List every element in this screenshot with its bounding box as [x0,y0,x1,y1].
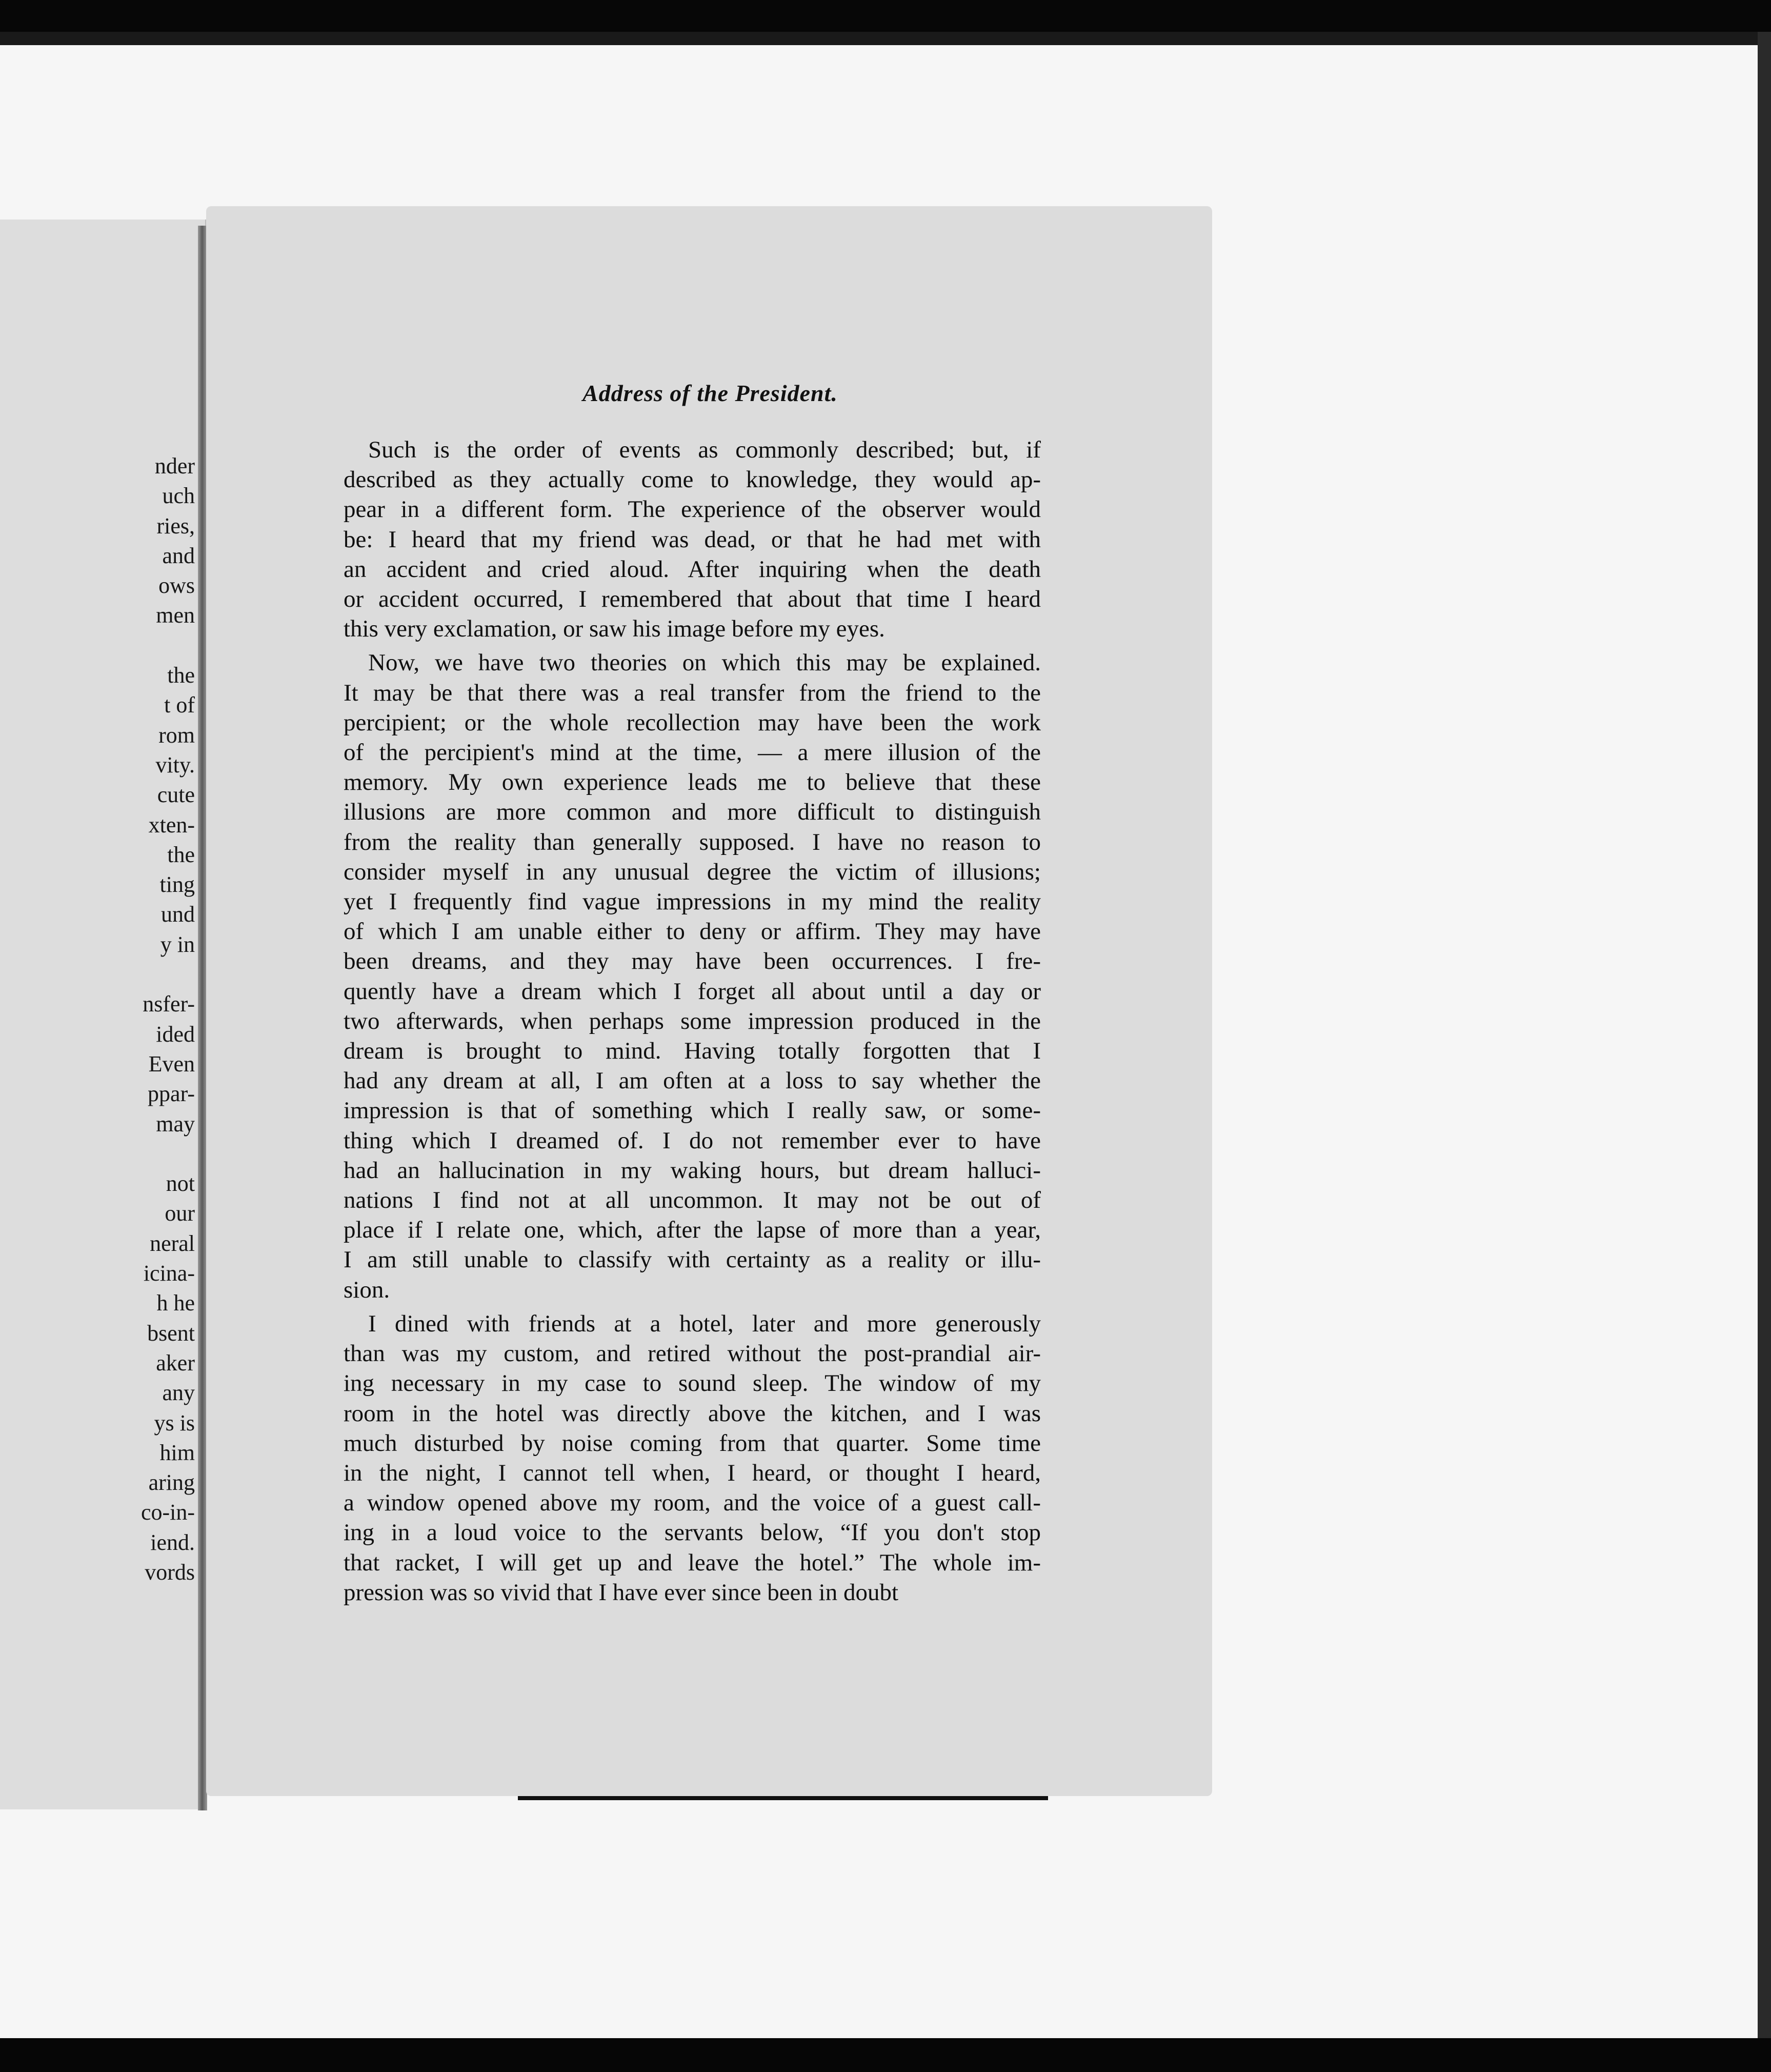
text-line: pression was so vivid that I have ever since been in doubt [344,1579,899,1606]
left-page-line: the [167,842,195,867]
left-page-line: Even [148,1051,195,1077]
left-page-line: nder [154,453,195,479]
left-page-text [0,451,195,1587]
left-page-line: nsfer- [143,991,195,1017]
left-page-line: icina- [143,1261,195,1286]
left-page-line: our [165,1201,195,1226]
text-line: had an hallucination in my waking hours, but dream halluci- [344,1157,1041,1184]
left-page-line: ting [159,872,195,898]
text-line: much disturbed by noise coming from that quarter. Some time [344,1429,1041,1457]
text-line: in the night, I cannot tell when, I heard, or thought I heard, [344,1459,1041,1486]
text-line: thing which I dreamed of. I do not remember ever to have [344,1127,1041,1154]
text-line: this very exclamation, or saw his image before my eyes. [344,615,885,643]
text-line: illusions are more common and more difficult to distinguish [344,799,1041,826]
text-line: of the percipient's mind at the time, — a mere illusion of the [344,739,1041,766]
text-line: room in the hotel was directly above the kitchen, and I was [344,1400,1041,1427]
scan-frame-top-inner [0,32,1771,45]
left-page-line: ries, [156,513,195,539]
text-line: place if I relate one, which, after the lapse of more than a year, [344,1217,1041,1244]
paragraph-gap [344,644,1041,648]
text-line: yet I frequently find vague impressions in my mind the reality [344,888,1041,915]
text-line: Now, we have two theories on which this may be explained. [368,649,1041,676]
left-page-line: ppar- [148,1081,195,1107]
left-page-line: any [162,1380,195,1406]
left-page-line: the [167,663,195,688]
left-page-line: cute [157,782,195,808]
paragraph [344,435,1041,644]
text-line: Such is the order of events as commonly described; but, if [368,436,1041,463]
left-page-line [0,631,195,661]
text-line: from the reality than generally supposed. I have no reason to [344,828,1041,855]
left-page-line: t of [164,692,195,718]
paragraph [344,1309,1041,1607]
paragraph [344,648,1041,1304]
text-line: quently have a dream which I forget all about until a day or [344,978,1041,1005]
left-page-line: y in [160,931,195,957]
left-page-line: h he [156,1290,195,1316]
left-page-line: vords [145,1559,195,1585]
text-line: pear in a different form. The experience of the observer would [344,496,1041,523]
left-page-line [0,1139,195,1169]
page-body [344,435,1041,1607]
text-line: sion. [344,1276,390,1303]
text-line: been dreams, and they may have been occurrences. I fre- [344,948,1041,975]
left-page-line: and [162,543,195,568]
text-line: had any dream at all, I am often at a loss to say whether the [344,1067,1041,1094]
scan-frame-right [1758,32,1771,2038]
left-page-line: ys is [154,1410,195,1436]
text-line: of which I am unable either to deny or affirm. They may have [344,918,1041,945]
text-line: described as they actually come to knowledge, they would ap- [344,466,1041,493]
left-page-line [0,960,195,989]
text-line: impression is that of something which I really saw, or some- [344,1097,1041,1124]
left-page-line: bsent [147,1320,195,1346]
left-page-line: may [156,1111,195,1137]
left-page-line: und [161,902,195,927]
text-line: nations I find not at all uncommon. It may not be out of [344,1187,1041,1214]
left-page-line: xten- [148,812,195,838]
left-page-line: rom [158,722,195,748]
text-line: a window opened above my room, and the voice of a guest call- [344,1489,1041,1517]
left-page-line: ows [158,573,195,599]
left-page-line: co-in- [140,1500,195,1525]
text-line: ing in a loud voice to the servants below, “If you don't stop [344,1519,1041,1546]
text-line: I dined with friends at a hotel, later and more generously [368,1310,1041,1337]
text-line: consider myself in any unusual degree the victim of illusions; [344,858,1041,885]
text-line: percipient; or the whole recollection may have been the work [344,709,1041,736]
text-line: memory. My own experience leads me to believe that these [344,769,1041,796]
left-page-line: uch [162,483,195,509]
left-page-line: ided [156,1021,195,1047]
text-line: that racket, I will get up and leave the hotel.” The whole im- [344,1549,1041,1576]
paragraph-gap [344,1305,1041,1309]
left-page-line: aker [156,1350,195,1376]
text-line: dream is brought to mind. Having totally forgotten that I [344,1038,1041,1065]
text-line: two afterwards, when perhaps some impression produced in the [344,1007,1041,1034]
scan-frame-bottom [0,2038,1771,2072]
left-page-line: iend. [150,1529,195,1555]
left-page-line: neral [150,1230,195,1256]
text-line: It may be that there was a real transfer from the friend to the [344,679,1041,706]
running-head: Address of the President. [582,380,838,406]
left-page-line: aring [148,1470,195,1496]
text-line: be: I heard that my friend was dead, or that he had met with [344,526,1041,553]
text-line: ing necessary in my case to sound sleep. The window of my [344,1370,1041,1397]
left-page-line: vity. [155,752,195,778]
text-line: an accident and cried aloud. After inquiring when the death [344,555,1041,583]
left-page-line: him [159,1440,195,1465]
text-line: or accident occurred, I remembered that about that time I heard [344,586,1041,613]
text-line: than was my custom, and retired without the post-prandial air- [344,1340,1041,1367]
left-page-line: men [156,603,195,628]
scan-frame-top [0,0,1771,32]
left-page-line: not [166,1171,195,1197]
text-line: I am still unable to classify with certainty as a reality or illu- [344,1246,1041,1273]
